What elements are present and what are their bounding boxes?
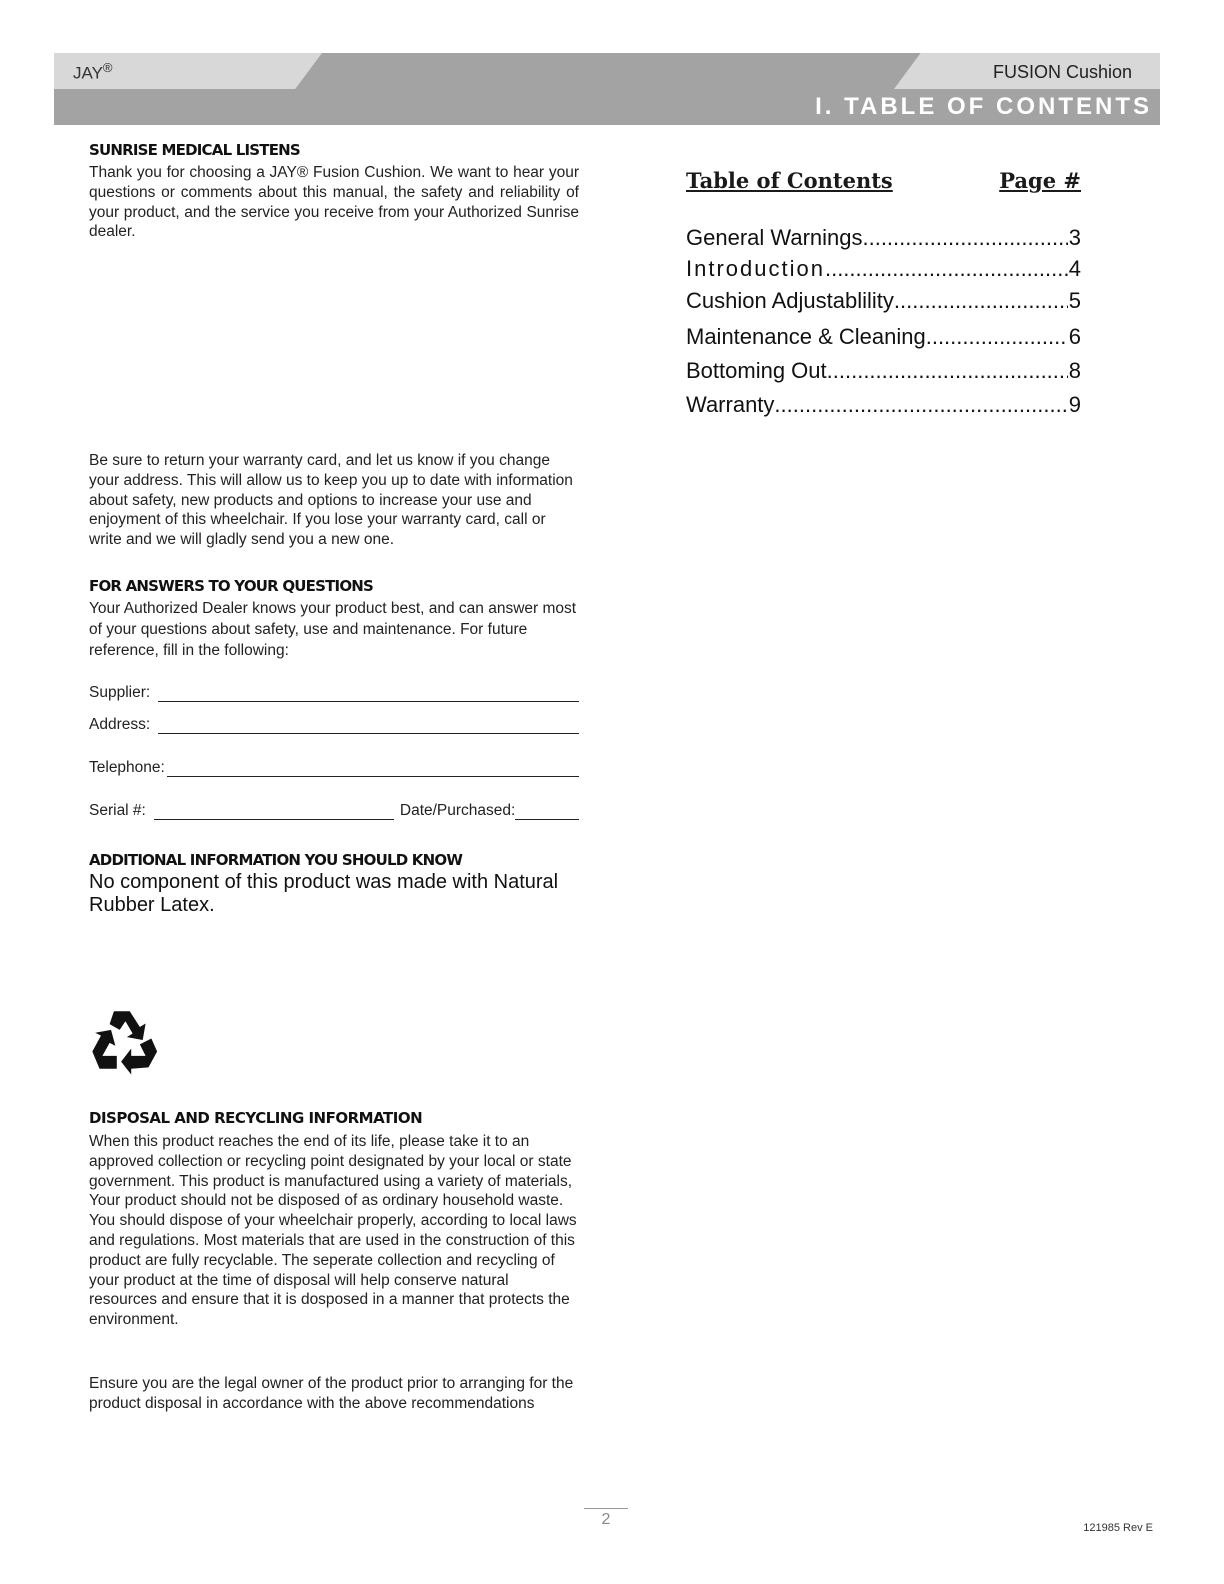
disposal-body: When this product reaches the end of its life, please take it to an approved collection or recycling point designated by your local or state government. This product is manufactured using a variety of materials, Your product should not be disposed of as ordinary household waste. You should dispose of your wheelchair properly, according to local laws and regulations. Most materials that are used in the construction of this product are fully recyclable. The seperate collection and recycling of your product at the time of disposal will help conserve natural resources and ensure that it is dosposed in a manner that protects the environment. [89, 1133, 577, 1329]
warranty-note-section [89, 451, 579, 550]
section-title: I. TABLE OF CONTENTS [815, 93, 1152, 120]
listens-section [89, 141, 579, 242]
toc-leader-dots [774, 392, 1067, 418]
latex-notice: No component of this product was made with Natural Rubber Latex. [89, 871, 559, 916]
telephone-label: Telephone: [89, 759, 165, 776]
toc-entry[interactable] [686, 256, 1081, 282]
answers-body: Your Authorized Dealer knows your product best, and can answer most of your questions about safety, use and maintenance. For future reference, fill in the following: [89, 600, 577, 659]
toc-entry[interactable] [686, 358, 1081, 384]
toc-leader-dots [827, 358, 1068, 384]
telephone-line[interactable] [167, 762, 579, 777]
recycle-icon [88, 1004, 160, 1076]
toc-entry[interactable] [686, 225, 1081, 251]
toc-entry-label: Introduction [686, 256, 825, 281]
toc-entry-label: Maintenance & Cleaning [686, 324, 926, 349]
toc-leader-dots [894, 288, 1068, 314]
owner-note-section [89, 1374, 579, 1414]
disposal-section [89, 1109, 579, 1330]
address-label: Address: [89, 716, 151, 733]
product-title: FUSION Cushion [992, 62, 1132, 82]
owner-note: Ensure you are the legal owner of the product prior to arranging for the product disposal in accordance with the above recommendations [89, 1375, 574, 1412]
toc-entry[interactable] [686, 324, 1081, 350]
additional-heading: ADDITIONAL INFORMATION YOU SHOULD KNOW [89, 851, 463, 869]
toc-leader-dots [825, 256, 1068, 282]
document-revision: 121985 Rev E [1083, 1522, 1153, 1534]
serial-label: Serial #: [89, 802, 146, 819]
toc-entry-page: 9 [1068, 392, 1081, 417]
toc-entry[interactable] [686, 392, 1081, 418]
brand-logo: JAY® [73, 60, 113, 83]
serial-line[interactable] [154, 805, 394, 820]
listens-heading: SUNRISE MEDICAL LISTENS [89, 141, 300, 159]
telephone-field[interactable] [89, 759, 579, 777]
toc-leader-dots [926, 324, 1068, 350]
toc-entry-page: 5 [1068, 288, 1081, 313]
toc-leader-dots [862, 225, 1067, 251]
toc-entry[interactable] [686, 288, 1081, 314]
toc-entry-label: Warranty [686, 392, 775, 417]
page-number: 2 [584, 1508, 628, 1529]
address-field[interactable] [89, 716, 579, 734]
toc-entry-page: 3 [1068, 225, 1081, 250]
toc-entry-label: General Warnings [686, 225, 863, 250]
serial-date-field[interactable] [89, 802, 579, 820]
disposal-heading: DISPOSAL AND RECYCLING INFORMATION [89, 1109, 423, 1127]
toc-entry-label: Bottoming Out [686, 358, 827, 383]
address-line[interactable] [158, 719, 579, 734]
supplier-label: Supplier: [89, 684, 151, 701]
toc-entry-page: 6 [1068, 324, 1081, 349]
date-line[interactable] [515, 805, 579, 820]
toc-page-header: Page # [999, 168, 1081, 193]
toc-title: Table of Contents [686, 168, 893, 193]
answers-section [89, 577, 579, 661]
answers-heading: FOR ANSWERS TO YOUR QUESTIONS [89, 577, 374, 595]
toc-header [686, 168, 1081, 193]
toc-entry-label: Cushion Adjustablility [686, 288, 894, 313]
date-label: Date/Purchased: [399, 802, 516, 819]
supplier-line[interactable] [158, 687, 579, 702]
toc-entry-page: 4 [1068, 256, 1081, 281]
supplier-field[interactable] [89, 684, 579, 702]
additional-section [89, 851, 579, 916]
warranty-note: Be sure to return your warranty card, and let us know if you change your address. This will allow us to keep you up to date with information about safety, new products and options to increase your use and enjoyment of this wheelchair. If you lose your warranty card, call or write and we will gladly send you a new one. [89, 452, 573, 549]
listens-body: Thank you for choosing a JAY® Fusion Cushion. We want to hear your questions or comments about this manual, the safety and reliability of your product, and the service you receive from your Authorized Sunrise dealer. [89, 164, 579, 241]
toc-entry-page: 8 [1068, 358, 1081, 383]
